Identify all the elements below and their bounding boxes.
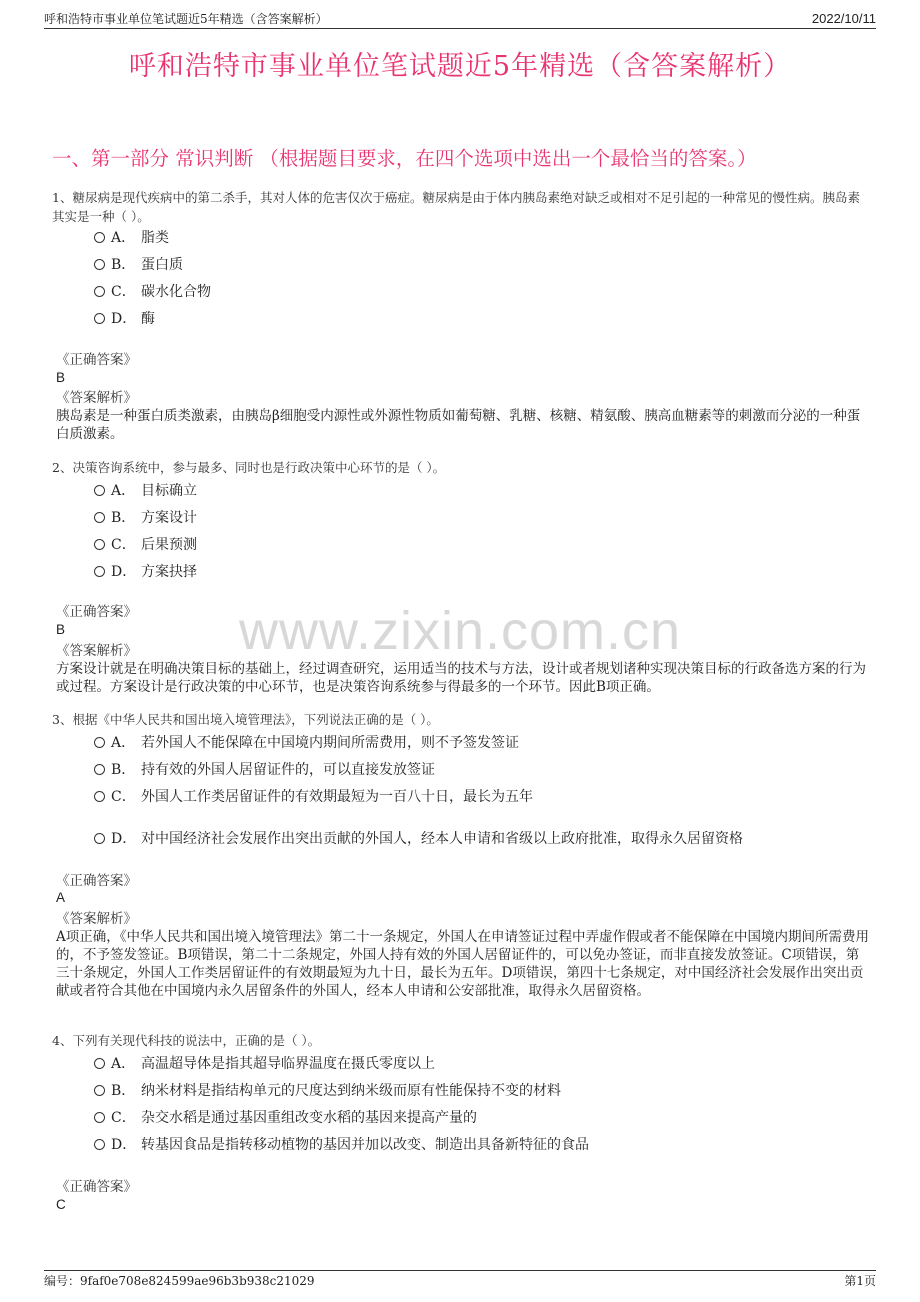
- answer-value: B: [56, 622, 66, 637]
- header-date: 2022/10/11: [811, 11, 876, 26]
- header-doc-title: 呼和浩特市事业单位笔试题近5年精选（含答案解析）: [44, 12, 328, 26]
- option-b[interactable]: B． 蛋白质: [94, 255, 183, 275]
- radio-icon[interactable]: [94, 1085, 105, 1096]
- watermark: www.zixin.com.cn: [238, 601, 682, 661]
- radio-icon[interactable]: [94, 232, 105, 243]
- option-d[interactable]: D． 酶: [94, 309, 155, 329]
- option-c[interactable]: C． 后果预测: [94, 535, 197, 555]
- answer-value: B: [56, 370, 66, 385]
- radio-icon[interactable]: [94, 539, 105, 550]
- analysis-text: 方案设计就是在明确决策目标的基础上，经过调查研究，运用适当的技术与方法，设计或者规划诸种实现决策目标的行政备选方案的行为或过程。方案设计是行政决策的中心环节，也是决策咨询系统参与得最多的一个环节。因此B项正确。: [56, 661, 866, 695]
- radio-icon[interactable]: [94, 1058, 105, 1069]
- analysis-text: A项正确，《中华人民共和国出境入境管理法》第二十一条规定，外国人在申请签证过程中弄虚作假或者不能保障在中国境内期间所需费用的，不予签发签证。B项错误，第二十二条规定，外国人持有效的外国人居留证件的，可以免办签证，而非直接发放签证。C项错误，第三十条规定，外国人工作类居留证件的有效期最短为九十日，最长为五年。D项错误，第四十七条规定，对中国经济社会发展作出突出贡献或者符合其他在中国境内永久居留条件的外国人，经本人申请和公安部批准，取得永久居留资格。: [56, 929, 869, 999]
- analysis-label: 《答案解析》: [56, 643, 137, 659]
- answer-value: A: [56, 890, 66, 905]
- radio-icon[interactable]: [94, 737, 105, 748]
- footer-code: 编号：9faf0e708e824599ae96b3b938c21029: [44, 1274, 315, 1288]
- question-stem: 1、糖尿病是现代疾病中的第二杀手，其对人体的危害仅次于癌症。糖尿病是由于体内胰岛素绝对缺乏或相对不足引起的一种常见的慢性病。胰岛素其实是一种（ ）。: [52, 190, 860, 224]
- question-stem: 2、决策咨询系统中，参与最多、同时也是行政决策中心环节的是（ ）。: [52, 460, 446, 475]
- option-d[interactable]: D． 对中国经济社会发展作出突出贡献的外国人，经本人申请和省级以上政府批准，取得永久居留资格: [94, 829, 743, 849]
- option-c[interactable]: C． 杂交水稻是通过基因重组改变水稻的基因来提高产量的: [94, 1108, 477, 1128]
- radio-icon[interactable]: [94, 791, 105, 802]
- answer-label: 《正确答案》: [56, 1179, 137, 1195]
- page-footer: [44, 1270, 876, 1289]
- option-b[interactable]: B． 纳米材料是指结构单元的尺度达到纳米级而原有性能保持不变的材料: [94, 1081, 561, 1101]
- answer-label: 《正确答案》: [56, 604, 137, 620]
- option-a[interactable]: A． 若外国人不能保障在中国境内期间所需费用，则不予签发签证: [94, 733, 519, 753]
- option-c[interactable]: C． 外国人工作类居留证件的有效期最短为一百八十日，最长为五年: [94, 787, 533, 807]
- option-d[interactable]: D． 方案抉择: [94, 562, 197, 582]
- radio-icon[interactable]: [94, 286, 105, 297]
- document-title: 呼和浩特市事业单位笔试题近5年精选（含答案解析）: [128, 51, 792, 82]
- radio-icon[interactable]: [94, 1139, 105, 1150]
- question-stem: 3、根据《中华人民共和国出境入境管理法》，下列说法正确的是（ ）。: [52, 712, 439, 727]
- question-stem: 4、下列有关现代科技的说法中，正确的是（ ）。: [52, 1033, 321, 1048]
- radio-icon[interactable]: [94, 764, 105, 775]
- footer-page-number: 第1页: [844, 1274, 876, 1288]
- section-heading: 一、第一部分 常识判断 （根据题目要求，在四个选项中选出一个最恰当的答案。）: [52, 147, 757, 170]
- answer-value: C: [56, 1197, 66, 1212]
- radio-icon[interactable]: [94, 833, 105, 844]
- radio-icon[interactable]: [94, 485, 105, 496]
- option-c[interactable]: C． 碳水化合物: [94, 282, 211, 302]
- analysis-text: 胰岛素是一种蛋白质类激素，由胰岛β细胞受内源性或外源性物质如葡萄糖、乳糖、核糖、精氨酸、胰高血糖素等的刺激而分泌的一种蛋白质激素。: [56, 408, 861, 442]
- page-header: [44, 10, 876, 29]
- option-b[interactable]: B． 持有效的外国人居留证件的，可以直接发放签证: [94, 760, 435, 780]
- radio-icon[interactable]: [94, 313, 105, 324]
- option-a[interactable]: A． 脂类: [94, 228, 169, 248]
- option-a[interactable]: A． 高温超导体是指其超导临界温度在摄氏零度以上: [94, 1054, 435, 1074]
- radio-icon[interactable]: [94, 566, 105, 577]
- radio-icon[interactable]: [94, 512, 105, 523]
- answer-label: 《正确答案》: [56, 352, 137, 368]
- option-a[interactable]: A． 目标确立: [94, 481, 197, 501]
- option-d[interactable]: D． 转基因食品是指转移动植物的基因并加以改变、制造出具备新特征的食品: [94, 1135, 589, 1155]
- analysis-label: 《答案解析》: [56, 390, 137, 406]
- answer-label: 《正确答案》: [56, 873, 137, 889]
- option-b[interactable]: B． 方案设计: [94, 508, 197, 528]
- radio-icon[interactable]: [94, 1112, 105, 1123]
- radio-icon[interactable]: [94, 259, 105, 270]
- analysis-label: 《答案解析》: [56, 911, 137, 927]
